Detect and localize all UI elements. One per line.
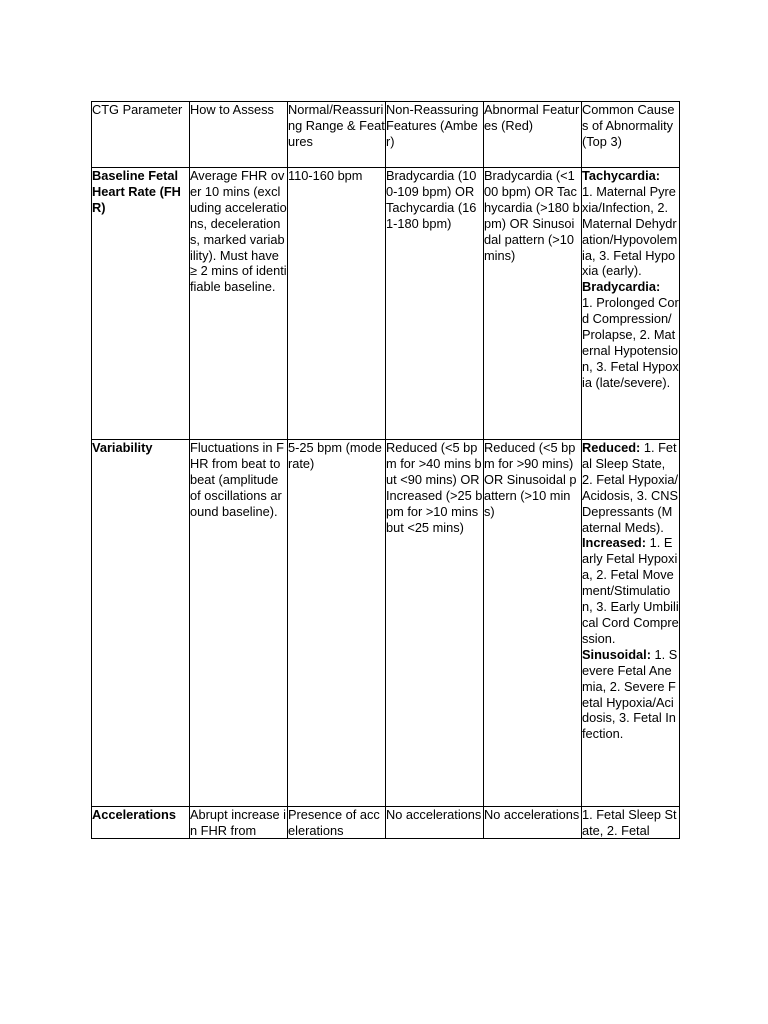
cause-tachycardia (582, 168, 679, 279)
how-to-assess-cell (190, 807, 288, 839)
table-header-row (92, 102, 680, 168)
normal-cell: 110-160 bpm (288, 168, 386, 440)
cause-sinusoidal (582, 647, 679, 742)
non-reassuring-text: No accelerations (386, 807, 482, 822)
cause-label: Sinusoidal: (582, 646, 651, 662)
non-reassuring-cell: Reduced (<5 bpm for >40 mins but <90 mins) OR Increased (>25 bpm for >10 mins but <25 mins) (386, 440, 484, 807)
cause-reduced (582, 440, 679, 535)
causes-cell (582, 440, 680, 807)
non-reassuring-cell: Bradycardia (100-109 bpm) OR Tachycardia (161-180 bpm) (386, 168, 484, 440)
cause-text: 1. Prolonged Cord Compression/Prolapse, 2. Maternal Hypotension, 3. Fetal Hypoxia (late/severe). (582, 295, 679, 390)
parameter-cell: Variability (92, 440, 190, 807)
cause-label: Reduced: (582, 440, 641, 455)
cause-label: Tachycardia: (582, 168, 660, 183)
cause-bradycardia (582, 279, 679, 390)
causes-text: 1. Fetal Sleep State, 2. Fetal (582, 807, 677, 838)
causes-cell (582, 807, 680, 839)
abnormal-cell: Bradycardia (<100 bpm) OR Tachycardia (>180 bpm) OR Sinusoidal pattern (>10 mins) (484, 168, 582, 440)
header-normal-range: Normal/Reassuring Range & Features (288, 102, 386, 168)
how-to-assess-cell: Average FHR over 10 mins (excluding accelerations, decelerations, marked variability). Must have ≥ 2 mins of identifiable baseline. (190, 168, 288, 440)
how-to-assess-cell: Fluctuations in FHR from beat to beat (amplitude of oscillations around baseline). (190, 440, 288, 807)
ctg-parameters-table (91, 101, 680, 839)
parameter-text: Accelerations (92, 807, 176, 822)
cause-label: Increased: (582, 535, 647, 551)
normal-cell (288, 807, 386, 839)
abnormal-cell (484, 807, 582, 839)
normal-cell: 5-25 bpm (moderate) (288, 440, 386, 807)
cause-label: Bradycardia: (582, 279, 661, 295)
abnormal-text: No accelerations (484, 807, 580, 822)
header-how-to-assess: How to Assess (190, 102, 288, 168)
header-ctg-parameter: CTG Parameter (92, 102, 190, 168)
normal-text: Presence of accelerations (288, 807, 380, 838)
non-reassuring-cell (386, 807, 484, 839)
parameter-cell: Baseline Fetal Heart Rate (FHR) (92, 168, 190, 440)
cause-text: 1. Maternal Pyrexia/Infection, 2. Maternal Dehydration/Hypovolemia, 3. Fetal Hypoxia (early). (582, 183, 678, 279)
table-row (92, 440, 680, 807)
table-row (92, 168, 680, 440)
parameter-cell (92, 807, 190, 839)
cause-text: 1. Severe Fetal Anemia, 2. Severe Fetal Hypoxia/Acidosis, 3. Fetal Infection. (582, 646, 678, 742)
cause-increased (582, 535, 679, 646)
cause-text: 1. Fetal Sleep State, 2. Fetal Hypoxia/Acidosis, 3. CNS Depressants (Maternal Meds). (582, 440, 679, 535)
abnormal-cell: Reduced (<5 bpm for >90 mins) OR Sinusoidal pattern (>10 mins) (484, 440, 582, 807)
header-non-reassuring: Non-Reassuring Features (Amber) (386, 102, 484, 168)
header-abnormal: Abnormal Features (Red) (484, 102, 582, 168)
how-to-assess-text: Abrupt increase in FHR from (190, 807, 287, 838)
table-row (92, 807, 680, 839)
header-common-causes: Common Causes of Abnormality (Top 3) (582, 102, 680, 168)
cause-text: 1. Early Fetal Hypoxia, 2. Fetal Movement/Stimulation, 3. Early Umbilical Cord Compression. (582, 535, 679, 646)
causes-cell (582, 168, 680, 440)
